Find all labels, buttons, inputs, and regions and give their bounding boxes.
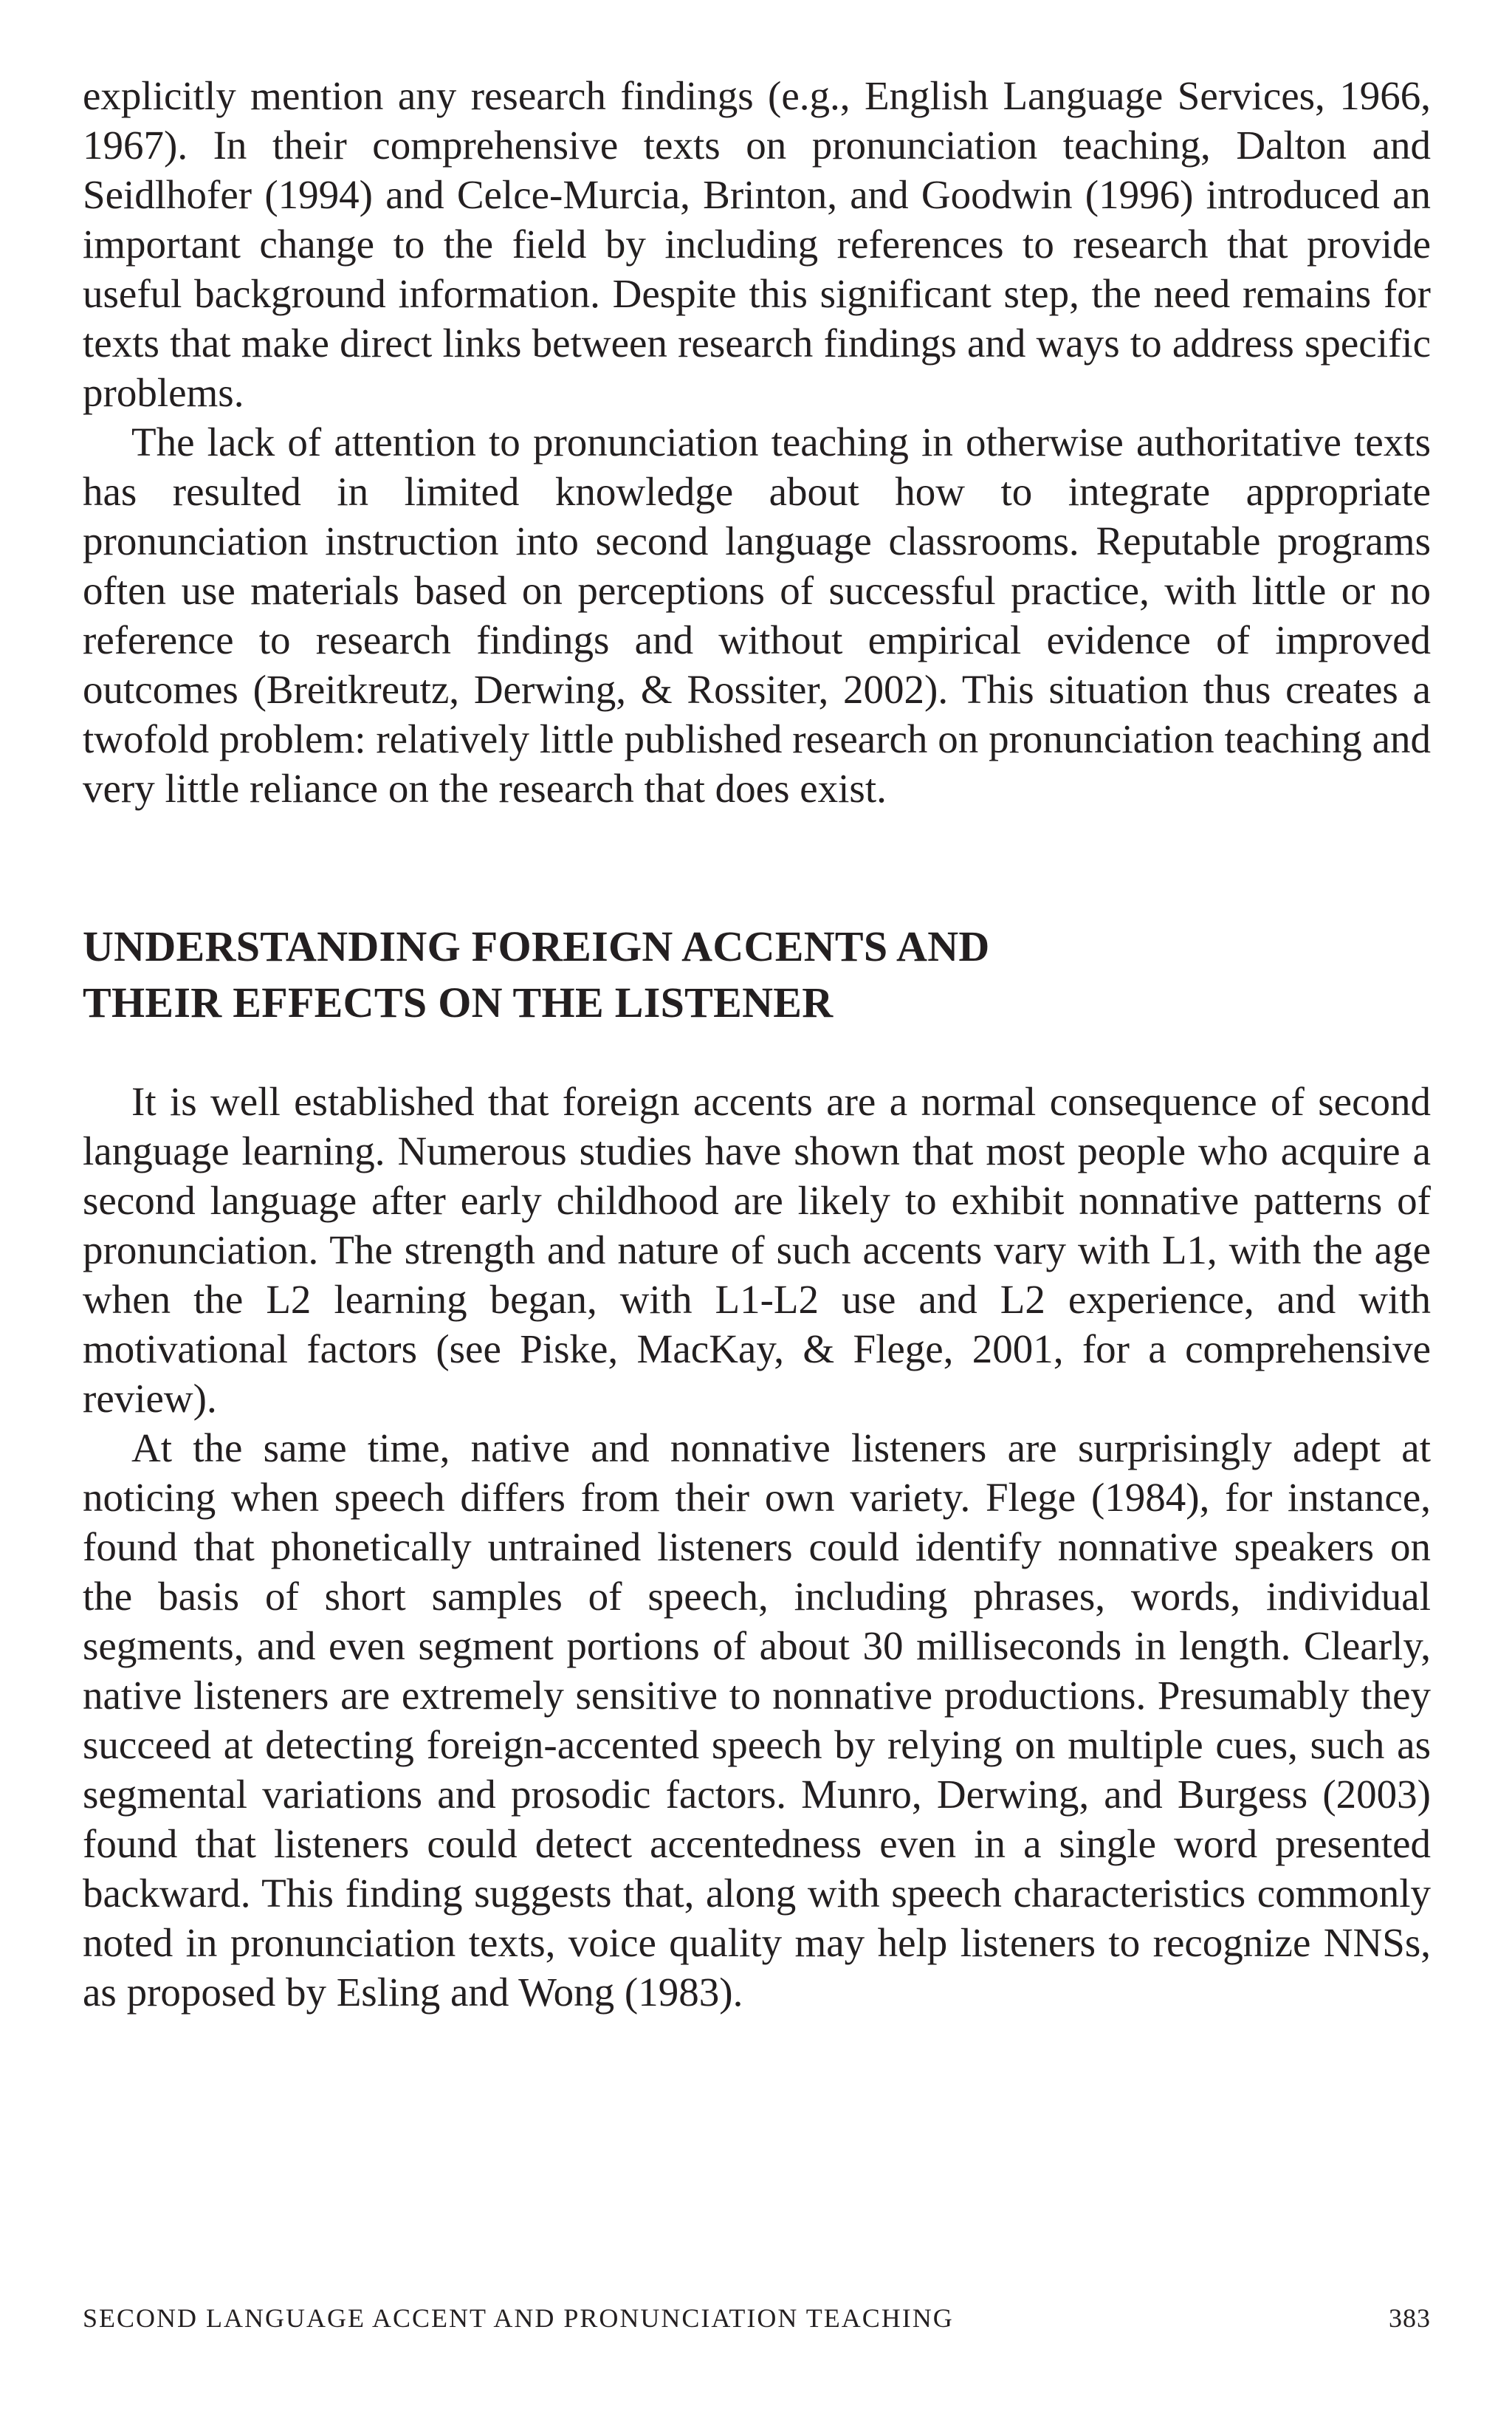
- section-heading-line-1: UNDERSTANDING FOREIGN ACCENTS AND: [83, 922, 990, 970]
- body-paragraph-4: At the same time, native and nonnative listeners are surprisingly adept at noticing when speech differs from their own variety. Flege (1984), for instance, found that phonetically untrained listeners could identify nonnative speakers on the basis of short samples of speech, including phrases, words, individual segments, and even segment portions of about 30 milliseconds in length. Clearly, native listeners are extremely sensitive to nonnative productions. Presumably they succeed at detecting foreign-accented speech by relying on multiple cues, such as segmental variations and prosodic factors. Munro, Derwing, and Burgess (2003) found that listeners could detect accentedness even in a single word presented backward. This finding suggests that, along with speech characteristics commonly noted in pronunciation texts, voice quality may help listeners to recognize NNSs, as proposed by Esling and Wong (1983).: [83, 1425, 1431, 2015]
- body-paragraph-1: explicitly mention any research findings (e.g., English Language Services, 1966, 1967). In their comprehensive texts on pronunciation teaching, Dalton and Seidlhofer (1994) and Celce-Murcia, Brinton, and Goodwin (1996) introduced an important change to the field by including references to research that provide useful background information. Despite this significant step, the need remains for texts that make direct links between research findings and ways to address specific problems.: [83, 73, 1431, 415]
- body-paragraph-2: The lack of attention to pronunciation teaching in otherwise authoritative texts has resulted in limited knowledge about how to integrate appropriate pronunciation instruction into second language classrooms. Reputable programs often use materials based on perceptions of successful practice, with little or no reference to research findings and without empirical evidence of improved outcomes (Breitkreutz, Derwing, & Rossiter, 2002). This situation thus creates a twofold problem: relatively little published research on pronunciation teaching and very little reliance on the research that does exist.: [83, 419, 1431, 811]
- section-heading-line-2: THEIR EFFECTS ON THE LISTENER: [83, 978, 834, 1026]
- page-content: [83, 71, 1431, 2017]
- page-number: 383: [1389, 2303, 1431, 2333]
- section-heading: [83, 919, 1431, 1031]
- running-title: SECOND LANGUAGE ACCENT AND PRONUNCIATION TEACHING: [83, 2303, 954, 2333]
- body-paragraph-3: It is well established that foreign accents are a normal consequence of second language learning. Numerous studies have shown that most people who acquire a second language after early childhood are likely to exhibit nonnative patterns of pronunciation. The strength and nature of such accents vary with L1, with the age when the L2 learning began, with L1-L2 use and L2 experience, and with motivational factors (see Piske, MacKay, & Flege, 2001, for a comprehensive review).: [83, 1079, 1431, 1421]
- page-footer: [83, 2303, 1431, 2334]
